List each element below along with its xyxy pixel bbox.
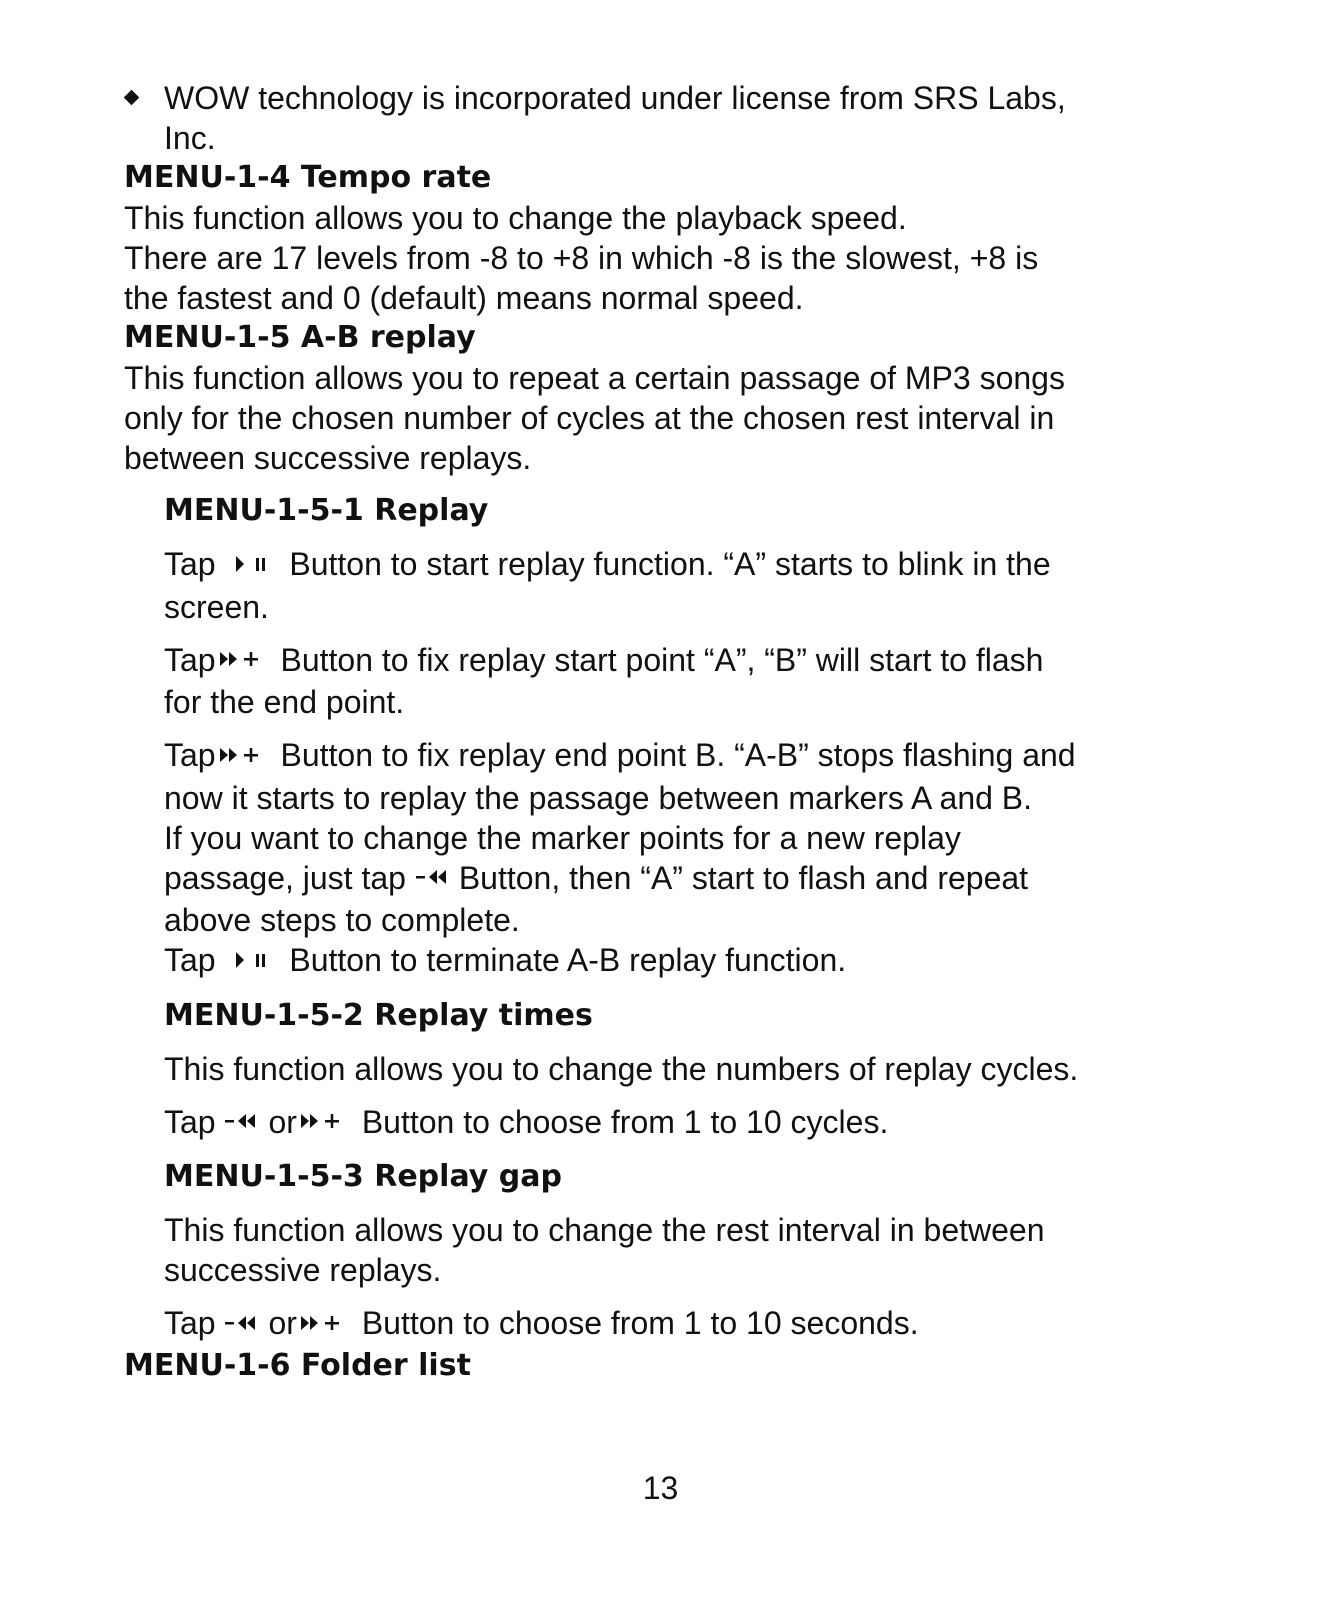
replay-gap-line2: successive replays. [164, 1252, 442, 1289]
bullet-note [124, 78, 1244, 158]
replay-p3-line5: above steps to complete. [164, 902, 520, 939]
replay-gap-line1: This function allows you to change the rest interval in between [164, 1212, 1045, 1249]
ab-replay-line2: only for the chosen number of cycles at the chosen rest interval in [124, 400, 1055, 436]
replay-gap-tap: Tap [164, 1305, 216, 1342]
fast-forward-plus-icon [216, 736, 272, 776]
diamond-bullet-icon [124, 90, 140, 106]
replay-times-or: or [268, 1103, 297, 1140]
replay-times-line1: This function allows you to change the numbers of replay cycles. [164, 1050, 1079, 1087]
replay-p2-tap: Tap [164, 641, 216, 678]
replay-p1-tap: Tap [164, 546, 216, 582]
replay-gap-tap-line [124, 1303, 1244, 1346]
replay-p2-text: Button to fix replay start point “A”, “B” will start to flash [280, 641, 1044, 678]
tempo-line2: There are 17 levels from -8 to +8 in which -8 is the slowest, +8 is [124, 240, 1039, 276]
replay-p2-line2: for the end point. [164, 684, 405, 721]
fast-forward-plus-icon [297, 1304, 353, 1344]
replay-p3-text: Button to fix replay end point B. “A-B” stops flashing and [280, 737, 1076, 774]
minus-rewind-icon [224, 1304, 268, 1344]
heading-ab-replay: MENU-1-5 A-B replay [124, 320, 476, 355]
replay-p1-text: Button to start replay function. “A” starts to blink in the [289, 546, 1051, 582]
replay-gap-text: Button to choose from 1 to 10 seconds. [361, 1305, 919, 1342]
replay-times-text: Button to choose from 1 to 10 cycles. [361, 1103, 889, 1140]
minus-rewind-icon [224, 1102, 268, 1142]
play-pause-icon [224, 545, 280, 585]
replay-p1-line2: screen. [164, 588, 269, 625]
heading-replay-times: MENU-1-5-2 Replay times [164, 997, 593, 1033]
ab-replay-line1: This function allows you to repeat a certain passage of MP3 songs [124, 360, 1065, 396]
replay-p3-line4-pre: passage, just tap [164, 859, 406, 896]
replay-p3-tap: Tap [164, 737, 216, 774]
heading-folder-list: MENU-1-6 Folder list [124, 1347, 471, 1383]
play-pause-icon [224, 941, 280, 981]
replay-paragraph-3 [124, 735, 1244, 983]
bullet-note-line1: WOW technology is incorporated under license from SRS Labs, [164, 80, 1066, 116]
replay-paragraph-2 [124, 640, 1244, 723]
page-number: 13 [642, 1470, 679, 1506]
fast-forward-plus-icon [216, 640, 272, 680]
tempo-line1: This function allows you to change the playback speed. [124, 200, 907, 236]
replay-gap-paragraph [124, 1210, 1244, 1290]
bullet-note-line2: Inc. [164, 120, 216, 156]
replay-p3-line3: If you want to change the marker points for a new replay [164, 819, 961, 856]
replay-p4-tap: Tap [164, 942, 216, 979]
replay-p3-line2: now it starts to replay the passage between markers A and B. [164, 779, 1033, 816]
replay-p3-line4-post: Button, then “A” start to flash and repeat [458, 859, 1029, 896]
manual-page [124, 78, 1244, 1386]
heading-replay-gap: MENU-1-5-3 Replay gap [164, 1159, 562, 1195]
replay-times-tap: Tap [164, 1103, 216, 1140]
replay-times-tap-line [124, 1102, 1244, 1145]
ab-replay-line3: between successive replays. [124, 440, 532, 476]
heading-tempo-rate: MENU-1-4 Tempo rate [124, 160, 492, 195]
heading-replay: MENU-1-5-1 Replay [164, 493, 489, 528]
replay-p4-text: Button to terminate A-B replay function. [289, 942, 847, 979]
minus-rewind-icon [415, 858, 459, 898]
fast-forward-plus-icon [297, 1102, 353, 1142]
tempo-line3: the fastest and 0 (default) means normal speed. [124, 280, 804, 316]
replay-paragraph-1 [124, 544, 1244, 627]
replay-gap-or: or [268, 1305, 297, 1342]
